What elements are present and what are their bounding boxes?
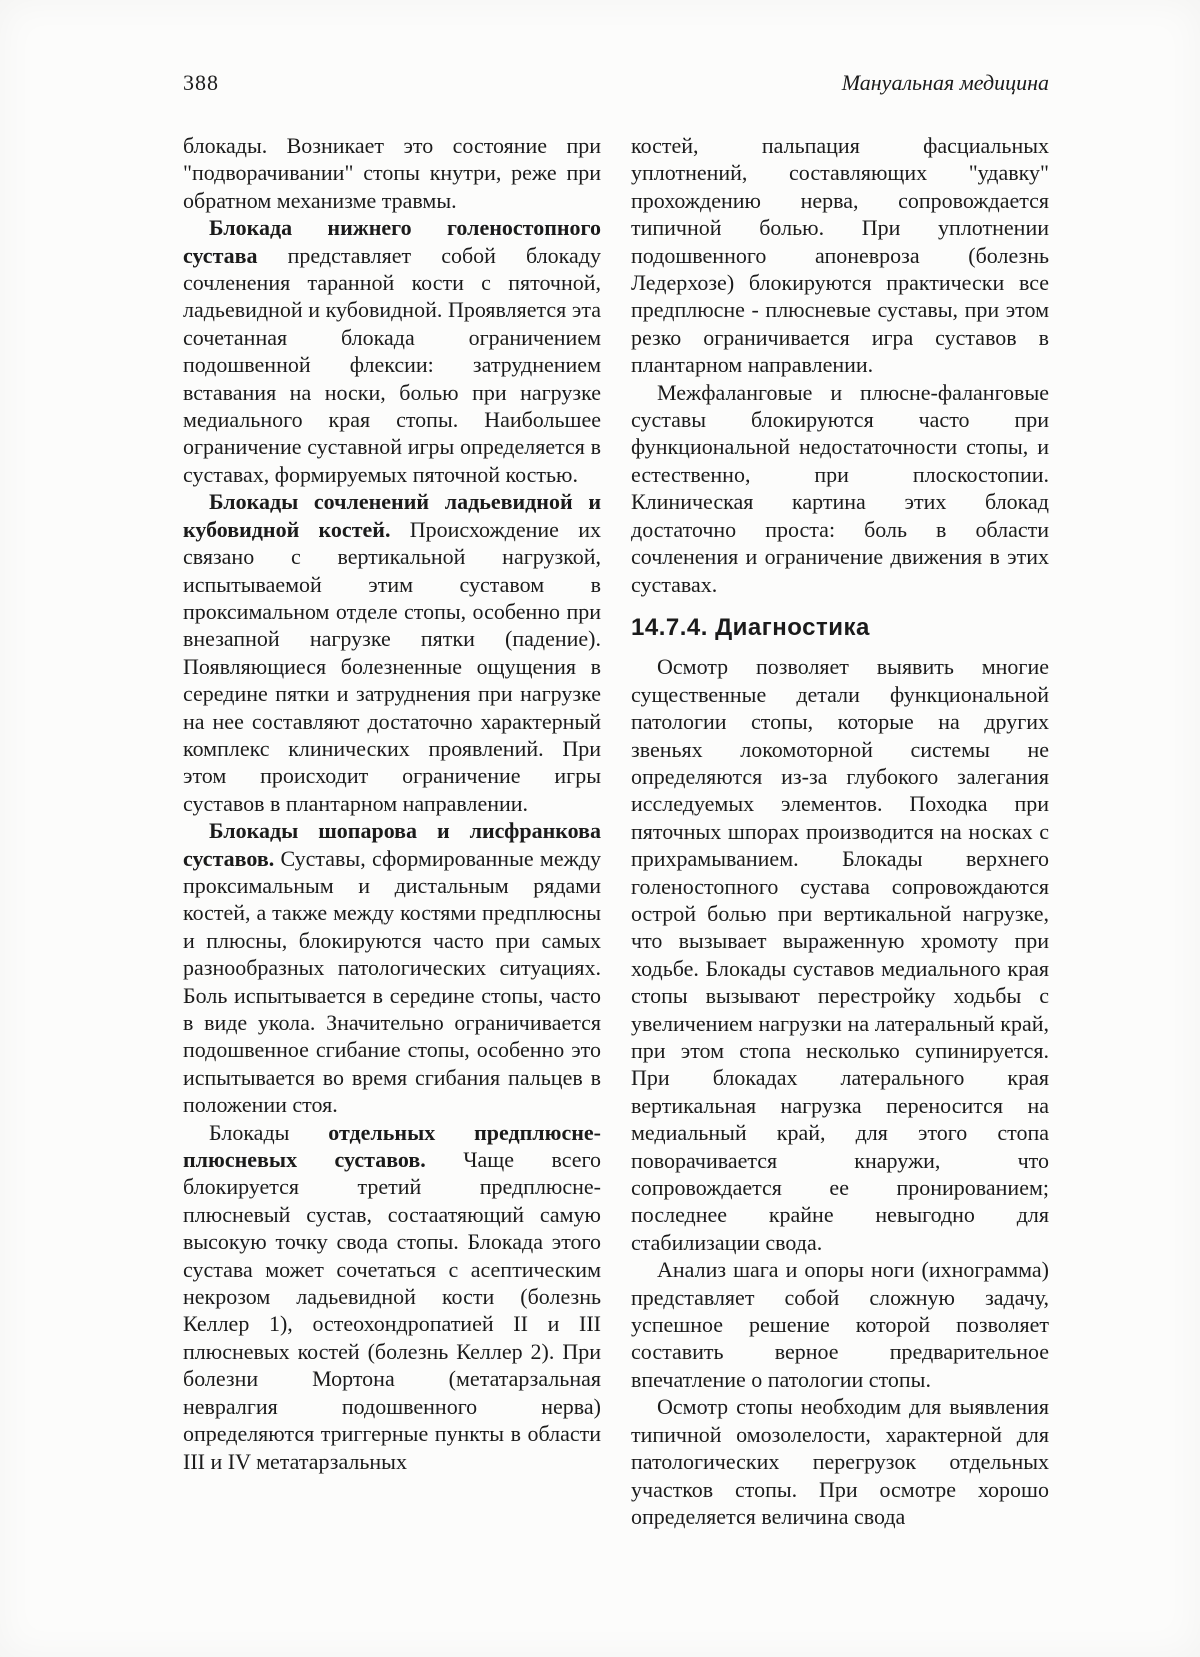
paragraph-pre: Блокады xyxy=(209,1119,329,1145)
paragraph xyxy=(183,132,601,214)
running-title: Мануальная медицина xyxy=(841,70,1049,95)
paragraph-text: представляет собой блокаду сочленения таранной кости с пяточной, ладьевидной и кубовидной. Проявляется эта сочетанная блокада ограничением подошвенной флексии: затруднением вставания на носки, болью при нагрузке медиального края стопы. Наибольшее ограничение суставной игры определяется в суставах, формируемых пяточной костью. xyxy=(183,242,601,487)
page-number: 388 xyxy=(183,70,219,95)
right-column xyxy=(631,132,1049,1530)
paragraph xyxy=(631,1393,1049,1530)
paragraph xyxy=(183,214,601,488)
paragraph-text: костей, пальпация фасциальных уплотнений, составляющих "удавку" прохождению нерва, сопровождается типичной болью. При уплотнении подошвенного апоневроза (болезнь Ледерхозе) блокируются практически все предплюсне - плюсневые суставы, при этом резко ограничивается игра суставов в плантарном направлении. xyxy=(631,133,1049,378)
paragraph-lead: отдельных предплюсне-плюсневых суставов. xyxy=(183,1119,601,1173)
page-content xyxy=(183,70,1049,1530)
section-heading: 14.7.4. Диагностика xyxy=(631,613,870,641)
paragraph-text: Анализ шага и опоры ноги (ихнограмма) представляет собой сложную задачу, успешное решение которой позволяет составить верное предварительное впечатление о патологии стопы. xyxy=(631,1257,1049,1392)
paragraph-text: Осмотр позволяет выявить многие существенные детали функциональной патологии стопы, которые на других звеньях локомоторной системы не определяются из-за глубокого залегания исследуемых элементов. Походка при пяточных шпорах производится на носках с прихрамыванием. Блокады верхнего голеностопного сустава сопровождаются острой болью при вертикальной нагрузке, что вызывает выраженную хромоту при ходьбе. Блокады суставов медиального края стопы вызывают перестройку ходьбы с увеличением нагрузки на латеральный край, при этом стопа несколько супинируется. При блокадах латерального края вертикальная нагрузка переносится на медиальный край, для этого стопа поворачивается кнаружи, что сопровождается ее пронированием; последнее крайне невыгодно для стабилизации свода. xyxy=(631,654,1049,1255)
text-columns xyxy=(183,132,1049,1530)
paragraph-lead: Блокада нижнего голеностопного сустава xyxy=(183,215,601,268)
paragraph-text: Суставы, сформированные между проксимальным и дистальным рядами костей, а также между костями предплюсны и плюсны, блокируются часто при самых разнообразных патологических ситуациях. Боль испытывается в середине стопы, часто в виде укола. Значительно ограничивается подошвенное сгибание стопы, особенно это испытывается во время сгибания пальцев в положении стоя. xyxy=(183,845,601,1118)
paragraph-text: Чаще всего блокируется третий предплюсне-плюсневый сустав, состаатяющий самую высокую точку свода стопы. Блокада этого сустава может сочетаться с асептическим некрозом ладьевидной кости (болезнь Келлер 1), остеохондропатией II и III плюсневых костей (болезнь Келлер 2). При болезни Мортона (метатарзальная невралгия подошвенного нерва) определяются триггерные пункты в области III и IV метатарзальных xyxy=(183,1147,601,1474)
paragraph xyxy=(183,488,601,817)
page-header xyxy=(183,70,1049,96)
paragraph xyxy=(631,1256,1049,1393)
paragraph xyxy=(631,132,1049,379)
paragraph-text: Межфаланговые и плюсне-фаланговые суставы блокируются часто при функциональной недостаточности стопы, и естественно, при плоскостопии. Клиническая картина этих блокад достаточно проста: боль в области сочленения и ограничение движения в этих суставах. xyxy=(631,379,1049,597)
paragraph-lead: Блокады сочленений ладьевидной и кубовидной костей. xyxy=(183,489,601,542)
paragraph xyxy=(631,379,1049,598)
paragraph xyxy=(631,653,1049,1256)
paragraph xyxy=(183,1119,601,1475)
paragraph-lead: Блокады шопарова и лисфранкова суставов. xyxy=(183,818,601,871)
paragraph-text: Осмотр стопы необходим для выявления типичной омозолелости, характерной для патологических перегрузок отдельных участков стопы. При осмотре хорошо определяется величина свода xyxy=(631,1394,1049,1529)
left-column xyxy=(183,132,601,1530)
paragraph-text: Происхождение их связано с вертикальной нагрузкой, испытываемой этим суставом в проксимальном отделе стопы, особенно при внезапной нагрузке пятки (падение). Появляющиеся болезненные ощущения в середине пятки и затруднения при нагрузке на нее составляют достаточно характерный комплекс клинических проявлений. При этом происходит ограничение игры суставов в плантарном направлении. xyxy=(183,516,601,816)
paragraph-text: блокады. Возникает это состояние при "подворачивании" стопы кнутри, реже при обратном механизме травмы. xyxy=(183,133,601,213)
paragraph xyxy=(183,817,601,1118)
